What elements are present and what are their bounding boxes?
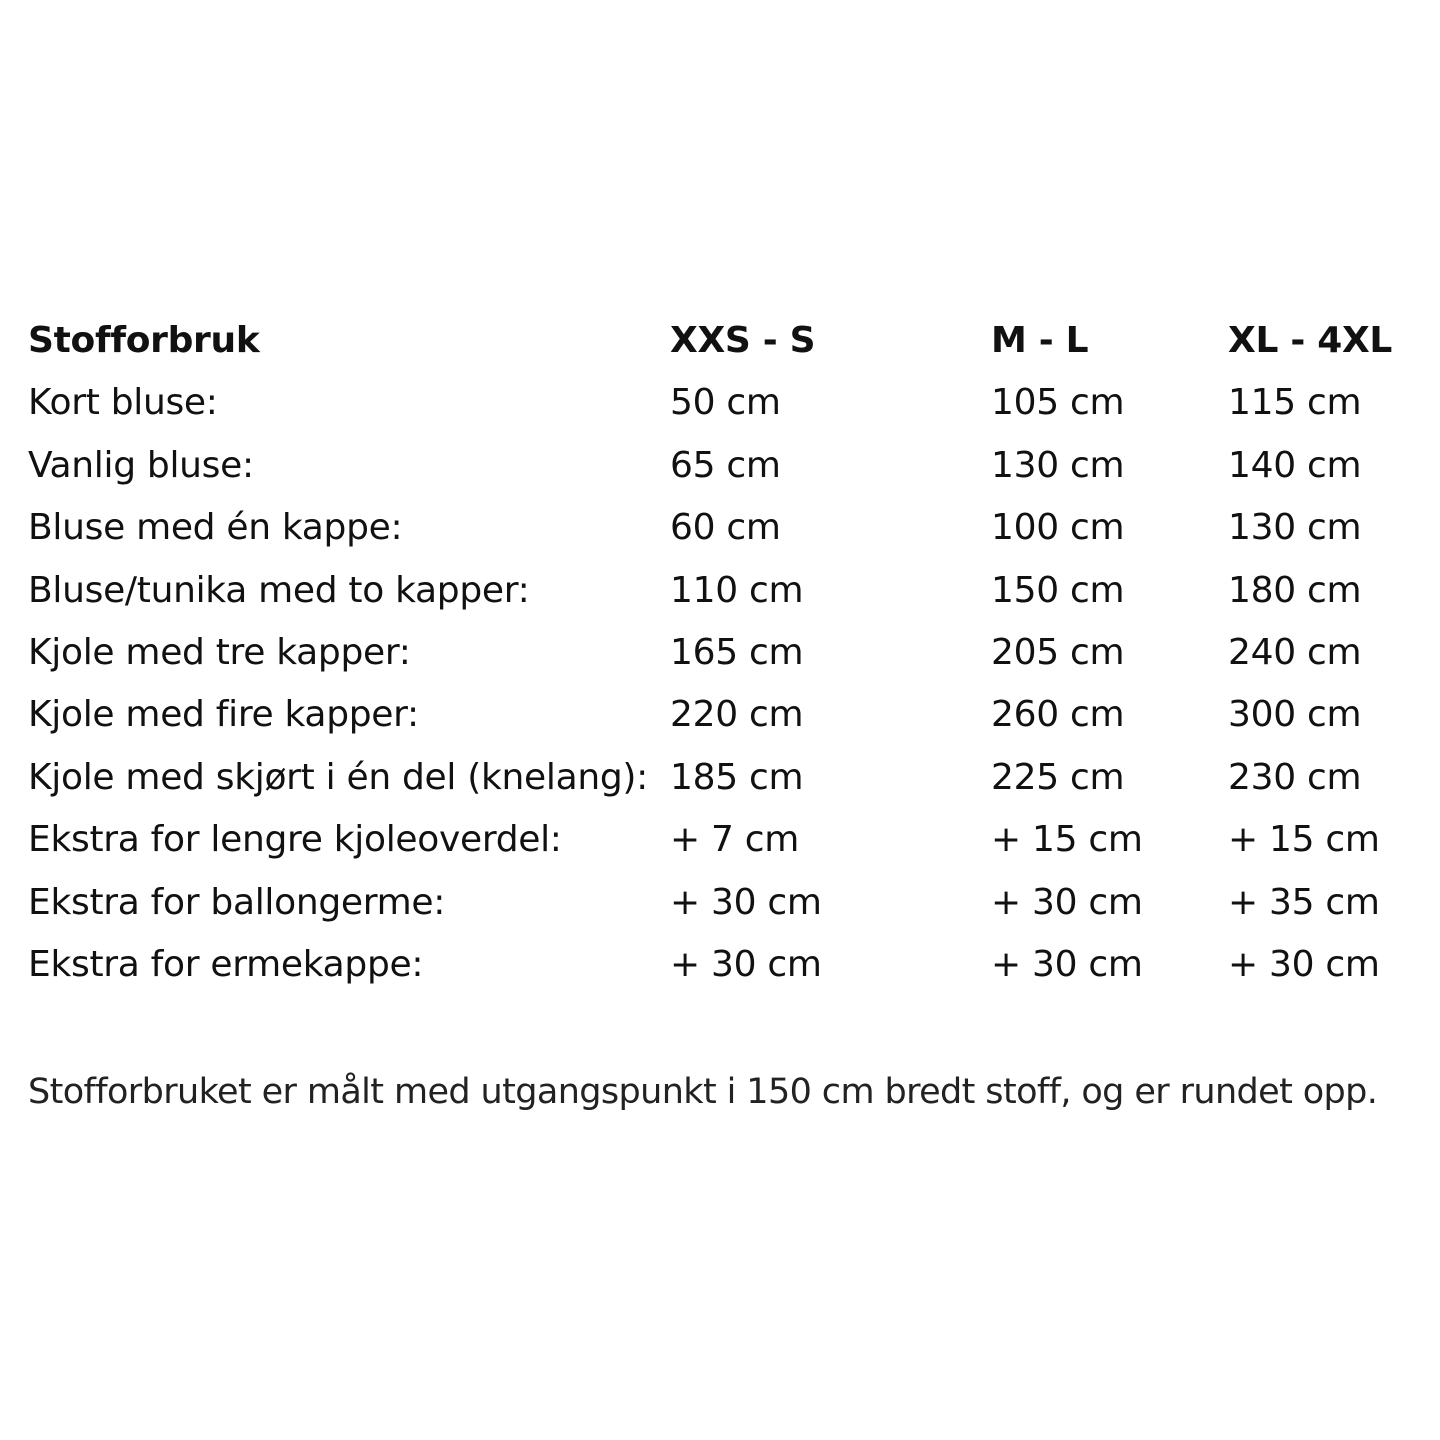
- row-value-xl-4xl: 230 cm: [1228, 756, 1362, 798]
- row-label: Ekstra for ermekappe:: [28, 943, 424, 985]
- row-value-xxs-s: 220 cm: [670, 694, 804, 736]
- row-label: Bluse med én kappe:: [28, 507, 403, 549]
- table-header: [28, 310, 1428, 372]
- row-value-xxs-s: 110 cm: [670, 569, 804, 611]
- row-value-m-l: + 15 cm: [991, 819, 1143, 861]
- table-row: [28, 872, 1428, 934]
- row-value-xxs-s: 50 cm: [670, 382, 781, 424]
- row-value-xl-4xl: 115 cm: [1228, 382, 1362, 424]
- header-size-xl-4xl: XL - 4XL: [1228, 320, 1393, 361]
- row-value-xxs-s: 185 cm: [670, 756, 804, 798]
- fabric-usage-table: [28, 310, 1428, 996]
- header-size-xxs-s: XXS - S: [670, 320, 816, 361]
- table-row: [28, 372, 1428, 434]
- table-row: [28, 809, 1428, 871]
- table-row: [28, 560, 1428, 622]
- row-value-xxs-s: + 30 cm: [670, 943, 822, 985]
- row-value-xxs-s: 65 cm: [670, 444, 781, 486]
- row-label: Kjole med fire kapper:: [28, 694, 419, 736]
- row-value-xl-4xl: 300 cm: [1228, 694, 1362, 736]
- row-value-xl-4xl: 140 cm: [1228, 444, 1362, 486]
- table-row: [28, 934, 1428, 996]
- row-value-xxs-s: 60 cm: [670, 507, 781, 549]
- row-label: Kjole med skjørt i én del (knelang):: [28, 756, 648, 798]
- row-label: Kjole med tre kapper:: [28, 631, 411, 673]
- row-label: Ekstra for ballongerme:: [28, 881, 446, 923]
- header-size-m-l: M - L: [991, 320, 1089, 361]
- row-value-m-l: 150 cm: [991, 569, 1125, 611]
- row-value-xxs-s: + 30 cm: [670, 881, 822, 923]
- header-label: Stofforbruk: [28, 320, 260, 361]
- row-value-m-l: 105 cm: [991, 382, 1125, 424]
- table-row: [28, 435, 1428, 497]
- table-row: [28, 747, 1428, 809]
- row-value-xl-4xl: + 15 cm: [1228, 819, 1380, 861]
- row-value-xxs-s: 165 cm: [670, 631, 804, 673]
- row-value-m-l: + 30 cm: [991, 943, 1143, 985]
- row-label: Ekstra for lengre kjoleoverdel:: [28, 819, 562, 861]
- row-value-m-l: 130 cm: [991, 444, 1125, 486]
- row-value-xl-4xl: 180 cm: [1228, 569, 1362, 611]
- table-row: [28, 497, 1428, 559]
- row-value-xxs-s: + 7 cm: [670, 819, 800, 861]
- row-value-m-l: 205 cm: [991, 631, 1125, 673]
- row-value-xl-4xl: 130 cm: [1228, 507, 1362, 549]
- row-value-m-l: + 30 cm: [991, 881, 1143, 923]
- row-value-xl-4xl: 240 cm: [1228, 631, 1362, 673]
- row-label: Bluse/tunika med to kapper:: [28, 569, 530, 611]
- row-value-m-l: 225 cm: [991, 756, 1125, 798]
- row-value-m-l: 100 cm: [991, 507, 1125, 549]
- row-label: Kort bluse:: [28, 382, 218, 424]
- row-value-xl-4xl: + 35 cm: [1228, 881, 1380, 923]
- table-row: [28, 684, 1428, 746]
- footnote: Stofforbruket er målt med utgangspunkt i 150 cm bredt stoff, og er rundet opp.: [28, 1072, 1378, 1112]
- table-row: [28, 622, 1428, 684]
- row-value-m-l: 260 cm: [991, 694, 1125, 736]
- row-value-xl-4xl: + 30 cm: [1228, 943, 1380, 985]
- row-label: Vanlig bluse:: [28, 444, 254, 486]
